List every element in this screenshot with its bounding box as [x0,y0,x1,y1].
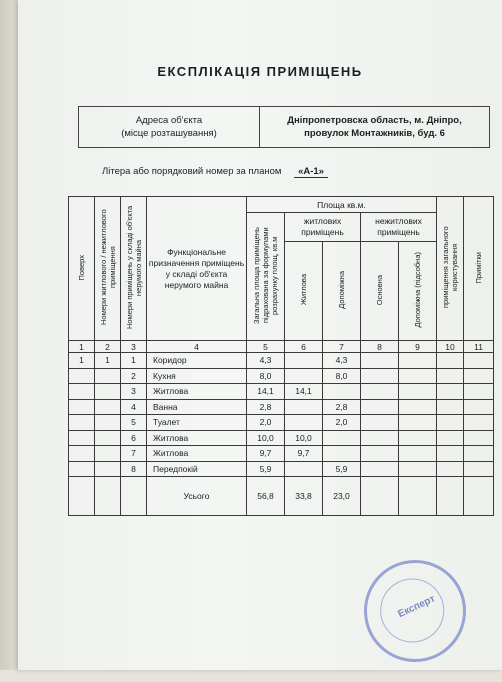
litera-line [102,166,328,178]
cell-room: 1 [121,353,147,369]
cell-total: 8,0 [247,368,285,384]
col-num: 2 [95,341,121,353]
header-total-area: Загальна площа приміщень підрахована за формулами розрахунку площ, кв.м [247,213,285,341]
col-num: 4 [147,341,247,353]
cell-empty [437,415,464,431]
table-row [69,384,494,400]
col-num: 9 [399,341,437,353]
total-living-value: 33,8 [285,477,323,516]
cell-empty [95,477,121,516]
address-label-line2: (місце розташування) [121,128,217,139]
cell-room: 3 [121,384,147,400]
table-row [69,399,494,415]
cell-empty [361,384,399,400]
cell-empty [361,368,399,384]
cell-empty [437,477,464,516]
document-page [18,0,502,670]
cell-floor [69,384,95,400]
cell-total: 9,7 [247,446,285,462]
header-main: Основна [361,241,399,340]
cell-apt [95,415,121,431]
cell-empty [361,461,399,477]
cell-total: 10,0 [247,430,285,446]
cell-floor [69,415,95,431]
cell-empty [399,477,437,516]
table-row [69,461,494,477]
cell-empty [361,477,399,516]
cell-empty [464,430,494,446]
cell-empty [399,461,437,477]
cell-living [285,353,323,369]
cell-living [285,399,323,415]
cell-floor [69,430,95,446]
cell-apt [95,461,121,477]
cell-total: 2,8 [247,399,285,415]
total-aux-value: 23,0 [323,477,361,516]
address-label-line1: Адреса об'єкта [135,115,203,126]
table-row [69,353,494,369]
header-common-use: приміщення загального користування [437,197,464,341]
explication-table [68,196,494,516]
stamp-text: Експерт [396,593,437,621]
cell-name: Коридор [147,353,247,369]
cell-empty [361,430,399,446]
cell-room: 8 [121,461,147,477]
cell-living [285,461,323,477]
col-num: 5 [247,341,285,353]
cell-empty [437,461,464,477]
cell-living: 10,0 [285,430,323,446]
cell-name: Житлова [147,430,247,446]
table-row [69,368,494,384]
total-row [69,477,494,516]
cell-floor [69,461,95,477]
cell-aux: 5,9 [323,461,361,477]
cell-floor [69,446,95,462]
cell-empty [361,446,399,462]
cell-empty [399,430,437,446]
cell-empty [399,415,437,431]
col-num: 1 [69,341,95,353]
cell-empty [437,430,464,446]
cell-room: 4 [121,399,147,415]
cell-empty [464,415,494,431]
cell-floor [69,368,95,384]
cell-floor [69,399,95,415]
cell-empty [437,399,464,415]
document-title: ЕКСПЛІКАЦІЯ ПРИМІЩЕНЬ [157,64,363,79]
cell-empty [399,368,437,384]
header-aux-basement: Допоміжна (підсобна) [399,241,437,340]
cell-empty [464,461,494,477]
cell-apt [95,368,121,384]
cell-empty [121,477,147,516]
col-num: 11 [464,341,494,353]
cell-empty [464,477,494,516]
header-nonliving-group: нежитлових приміщень [361,213,437,242]
cell-name: Житлова [147,446,247,462]
cell-empty [361,399,399,415]
cell-aux: 2,0 [323,415,361,431]
total-label: Усього [147,477,247,516]
col-num: 7 [323,341,361,353]
cell-empty [437,353,464,369]
address-box [78,106,490,148]
address-value-line1: Дніпропетровска область, м. Дніпро, [287,115,462,126]
cell-room: 2 [121,368,147,384]
header-function: Функціональне призначення приміщень у складі об'єкта нерумого майна [147,197,247,341]
header-area-group: Площа кв.м. [247,197,437,213]
header-auxiliary: Допоміжна [323,241,361,340]
cell-name: Ванна [147,399,247,415]
cell-apt [95,446,121,462]
cell-living [285,415,323,431]
cell-aux: 8,0 [323,368,361,384]
cell-name: Передпокій [147,461,247,477]
cell-apt [95,430,121,446]
cell-empty [464,368,494,384]
cell-room: 7 [121,446,147,462]
column-numbers-row [69,341,494,353]
cell-empty [464,446,494,462]
cell-name: Житлова [147,384,247,400]
cell-total: 2,0 [247,415,285,431]
cell-name: Кухня [147,368,247,384]
official-stamp [344,540,486,682]
cell-empty [361,415,399,431]
cell-empty [437,446,464,462]
col-num: 3 [121,341,147,353]
litera-value: «А-1» [294,166,328,178]
cell-aux: 4,3 [323,353,361,369]
header-room-no: Номери приміщень у складі об'єкта нерумого майна [121,197,147,341]
cell-empty [399,384,437,400]
table-row [69,446,494,462]
cell-empty [464,399,494,415]
col-num: 8 [361,341,399,353]
cell-living [285,368,323,384]
cell-empty [399,353,437,369]
cell-name: Туалет [147,415,247,431]
cell-aux: 2,8 [323,399,361,415]
col-num: 6 [285,341,323,353]
cell-empty [399,446,437,462]
litera-label: Літера або порядковий номер за планом [102,166,282,177]
cell-total: 14,1 [247,384,285,400]
cell-empty [361,353,399,369]
cell-empty [464,384,494,400]
address-label [79,107,260,147]
cell-aux [323,446,361,462]
cell-empty [399,399,437,415]
cell-room: 5 [121,415,147,431]
table-row [69,415,494,431]
cell-apt: 1 [95,353,121,369]
cell-apt [95,384,121,400]
cell-total: 5,9 [247,461,285,477]
address-value-line2: провулок Монтажників, буд. 6 [304,128,445,139]
cell-empty [464,353,494,369]
cell-empty [69,477,95,516]
col-num: 10 [437,341,464,353]
cell-empty [437,384,464,400]
cell-living: 9,7 [285,446,323,462]
cell-floor: 1 [69,353,95,369]
total-area-value: 56,8 [247,477,285,516]
cell-aux [323,430,361,446]
header-notes: Примітки [464,197,494,341]
cell-apt [95,399,121,415]
cell-total: 4,3 [247,353,285,369]
address-value [260,107,489,147]
header-apt-no: Номери житлового / нежитлового приміщення [95,197,121,341]
cell-living: 14,1 [285,384,323,400]
cell-room: 6 [121,430,147,446]
header-living-group: житлових приміщень [285,213,361,242]
cell-empty [437,368,464,384]
header-floor: Поверх [69,197,95,341]
table-row [69,430,494,446]
binding-strip [0,0,18,670]
header-living: Житлова [285,241,323,340]
cell-aux [323,384,361,400]
